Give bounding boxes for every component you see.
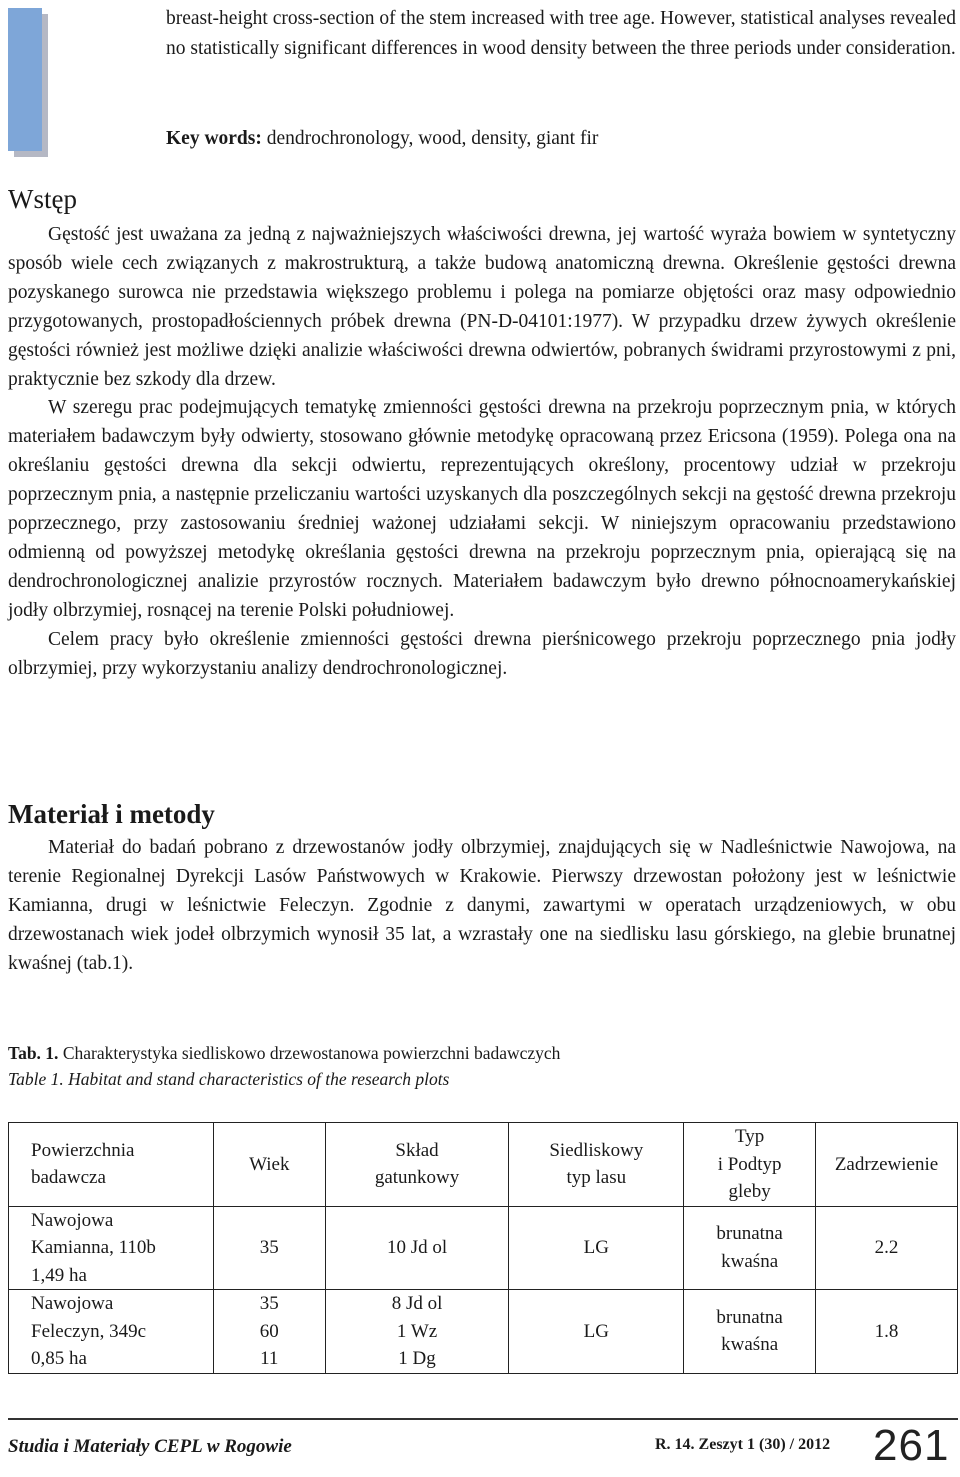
- header-stocking: Zadrzewienie: [816, 1123, 958, 1207]
- table-caption-pl: [8, 1040, 956, 1066]
- cell-composition: 8 Jd ol 1 Wz 1 Dg: [325, 1290, 509, 1374]
- accent-bar: [8, 8, 42, 151]
- table-row: [9, 1206, 958, 1290]
- section-heading-intro: Wstęp: [8, 184, 77, 214]
- cell-composition: 10 Jd ol: [325, 1206, 509, 1290]
- paragraph: Celem pracy było określenie zmienności gęstości drewna pierśnicowego przekroju poprzecznego pnia jodły olbrzymiej, przy wykorzystaniu analizy dendrochronologicznej.: [8, 628, 956, 679]
- header-soil-type: Typ i Podtyp gleby: [684, 1123, 816, 1207]
- keywords-text: dendrochronology, wood, density, giant fir: [261, 128, 599, 149]
- keywords: [166, 124, 956, 154]
- cell-age: 35: [213, 1206, 325, 1290]
- journal-issue: R. 14. Zeszyt 1 (30) / 2012: [655, 1436, 831, 1453]
- paragraph: Materiał do badań pobrano z drzewostanów jodły olbrzymiej, znajdujących się w Nadleśnictwie Nawojowa, na terenie Regionalnej Dyrekcji Lasów Państwowych w Krakowie. Pierwszy drzewostan położony jest w leśnictwie Kamianna, drugi w leśnictwie Feleczyn. Zgodnie z danymi, zawartymi w operatach urządzeniowych, w obu drzewostanach wiek jodeł olbrzymich wynosił 35 lat, a wzrastały one na siedlisku lasu górskiego, na glebie brunatnej kwaśnej (tab.1).: [8, 837, 956, 974]
- section-heading-methods: Materiał i metody: [8, 799, 215, 829]
- table-header-row: [9, 1123, 958, 1207]
- header-plot: Powierzchnia badawcza: [9, 1123, 214, 1207]
- cell-stocking: 2.2: [816, 1206, 958, 1290]
- footer-divider: [8, 1418, 958, 1420]
- header-age: Wiek: [213, 1123, 325, 1207]
- cell-stocking: 1.8: [816, 1290, 958, 1374]
- cell-forest-type: LG: [509, 1290, 684, 1374]
- habitat-table: [8, 1122, 958, 1374]
- cell-forest-type: LG: [509, 1206, 684, 1290]
- cell-plot: Nawojowa Feleczyn, 349c 0,85 ha: [9, 1290, 214, 1374]
- cell-age: 35 60 11: [213, 1290, 325, 1374]
- methods-section: [8, 834, 956, 979]
- paragraph: Gęstość jest uważana za jedną z najważniejszych właściwości drewna, jej wartość wyraża bowiem w syntetyczny sposób wiele cech związanych z makrostrukturą, a także budową anatomiczną drewna. Określenie gęstości drewna pozyskanego surowca nie przedstawia większego problemu i polega na pomiarze objętości oraz masy odpowiednio przygotowanych, prostopadłościennych próbek drewna (PN-D-04101:1977). W przypadku drzew żywych określenie gęstości również jest możliwe dzięki analizie właściwości drewna odwiertów, pobranych świdrami przyrostowymi z pni, praktycznie bez szkody dla drzew.: [8, 224, 956, 390]
- page-number: 261: [873, 1421, 950, 1470]
- cell-soil-type: brunatna kwaśna: [684, 1290, 816, 1374]
- journal-name: Studia i Materiały CEPL w Rogowie: [8, 1436, 292, 1457]
- header-composition: Skład gatunkowy: [325, 1123, 509, 1207]
- header-forest-type: Siedliskowy typ lasu: [509, 1123, 684, 1207]
- table-caption-text: Charakterystyka siedliskowo drzewostanowa powierzchni badawczych: [58, 1043, 561, 1063]
- cell-plot: Nawojowa Kamianna, 110b 1,49 ha: [9, 1206, 214, 1290]
- abstract-text: breast-height cross-section of the stem increased with tree age. However, statistical analyses revealed no statistically significant differences in wood density between the three periods under consideration.: [166, 8, 956, 59]
- table-caption-label: Tab. 1.: [8, 1043, 59, 1063]
- intro-section: [8, 221, 956, 684]
- keywords-label: Key words:: [166, 128, 262, 149]
- paragraph: W szeregu prac podejmujących tematykę zmienności gęstości drewna na przekroju poprzecznym pnia, w których materiałem badawczym były odwierty, stosowano głównie metodykę opracowaną przez Ericsona (1959). Polega ona na określaniu gęstości drewna dla sekcji odwiertu, reprezentujących określony, procentowy udział w przekroju poprzecznym pnia, a następnie przeliczaniu wartości uzyskanych dla poszczególnych sekcji na gęstość drewna przekroju poprzecznego, przy zastosowaniu średniej ważonej udziałami sekcji. W niniejszym opracowaniu przedstawiono odmienną od powyższej metodykę określania gęstości drewna na przekroju poprzecznym pnia, opierającą się na dendrochronologicznej analizie przyrostów rocznych. Materiałem badawczym było drewno północnoamerykańskiej jodły olbrzymiej, rosnącej na terenie Polski południowej.: [8, 397, 956, 621]
- table-row: [9, 1290, 958, 1374]
- cell-soil-type: brunatna kwaśna: [684, 1206, 816, 1290]
- table-caption-en: Table 1. Habitat and stand characteristics of the research plots: [8, 1069, 450, 1089]
